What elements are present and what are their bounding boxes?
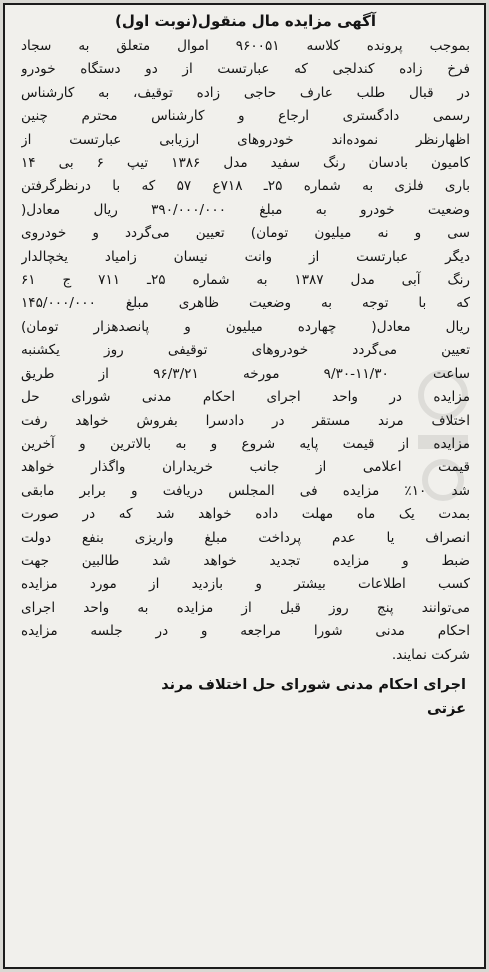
notice-line: باری فلزی به شماره ۲۵ـ ۷۱۸ع ۵۷ که با درنظرگرفتن xyxy=(21,178,470,195)
notice-body xyxy=(21,35,470,667)
notice-line: تعیین می‌گردد خودروهای توقیفی روز یکشنبه xyxy=(21,342,470,359)
notice-line: فرخ زاده کندلجی که عبارتست از دو دستگاه خودرو xyxy=(21,61,470,78)
notice-line: رنگ آبی مدل ۱۳۸۷ به شماره ۲۵ـ ۷۱۱ ج ۶۱ xyxy=(21,272,470,289)
signature-name: عزتی xyxy=(426,700,466,717)
notice-line: وضعیت خودرو به مبلغ ۳۹۰/۰۰۰/۰۰۰ ریال معادل( xyxy=(21,201,470,218)
notice-line: کسب اطلاعات بیشتر و بازدید از مورد مزایده xyxy=(21,576,470,593)
notice-line: قیمت اعلامی از جانب خریداران واگذار خواهد xyxy=(21,459,470,476)
notice-line: شرکت نمایند. xyxy=(391,646,470,663)
notice-line: بموجب پرونده کلاسه ۹۶۰۰۵۱ اموال متعلق به سجاد xyxy=(21,38,470,54)
notice-line: سی و نه میلیون تومان) تعیین می‌گردد و خودروی xyxy=(21,225,470,242)
notice-line: که با توجه به وضعیت ظاهری مبلغ ۱۴۵/۰۰۰/۰۰۰ xyxy=(21,295,470,312)
notice-line: ریال معادل( چهارده میلیون و پانصدهزار تومان) xyxy=(21,318,470,335)
notice-line: احکام مدنی شورا مراجعه و در جلسه مزایده xyxy=(21,623,470,640)
notice-line: ضبط و مزایده تجدید خواهد شد طالبین جهت xyxy=(21,552,470,569)
notice-signature xyxy=(21,673,470,721)
notice-line: رسمی دادگستری ارجاع و کارشناس محترم چنین xyxy=(21,108,470,125)
notice-line: در قبال طلب عارف حاجی زاده توقیف، به کارشناس xyxy=(21,84,470,101)
notice-line: کامیون بادسان رنگ سفید مدل ۱۳۸۶ تیپ ۶ بی ۱۴ xyxy=(21,155,470,172)
notice-line: دیگر عبارتست از وانت نیسان زامیاد یخچالدار xyxy=(21,248,470,265)
notice-line: اختلاف مرند مستقر در دادسرا بفروش خواهد رفت xyxy=(21,412,470,429)
notice-line: مزایده در واحد اجرای احکام مدنی شورای حل xyxy=(21,389,470,406)
notice-frame xyxy=(3,3,486,969)
notice-line: مزایده از قیمت پایه شروع و به بالاترین و آخرین xyxy=(21,435,470,452)
notice-line: می‌توانند پنج روز قبل از مزایده به واحد اجرای xyxy=(21,599,470,616)
notice-line: ساعت ۱۱/۳۰-۹/۳۰ مورخه ۹۶/۳/۲۱ از طریق xyxy=(21,365,470,382)
signature-issuer: اجرای احکام مدنی شورای حل اختلاف مرند xyxy=(161,676,466,693)
notice-line: انصراف یا عدم پرداخت مبلغ واریزی بنفع دولت xyxy=(21,529,470,546)
notice-line: اظهارنظر نموده‌اند خودروهای ارزیابی عبارتست از xyxy=(21,131,470,148)
notice-line: شد ۱۰٪ مزایده فی المجلس دریافت و برابر مابقی xyxy=(21,482,470,499)
notice-title: آگهی مزایده مال منقول(نوبت اول) xyxy=(114,12,377,30)
notice-line: بمدت یک ماه مهلت داده خواهد شد که در صورت xyxy=(21,506,470,523)
